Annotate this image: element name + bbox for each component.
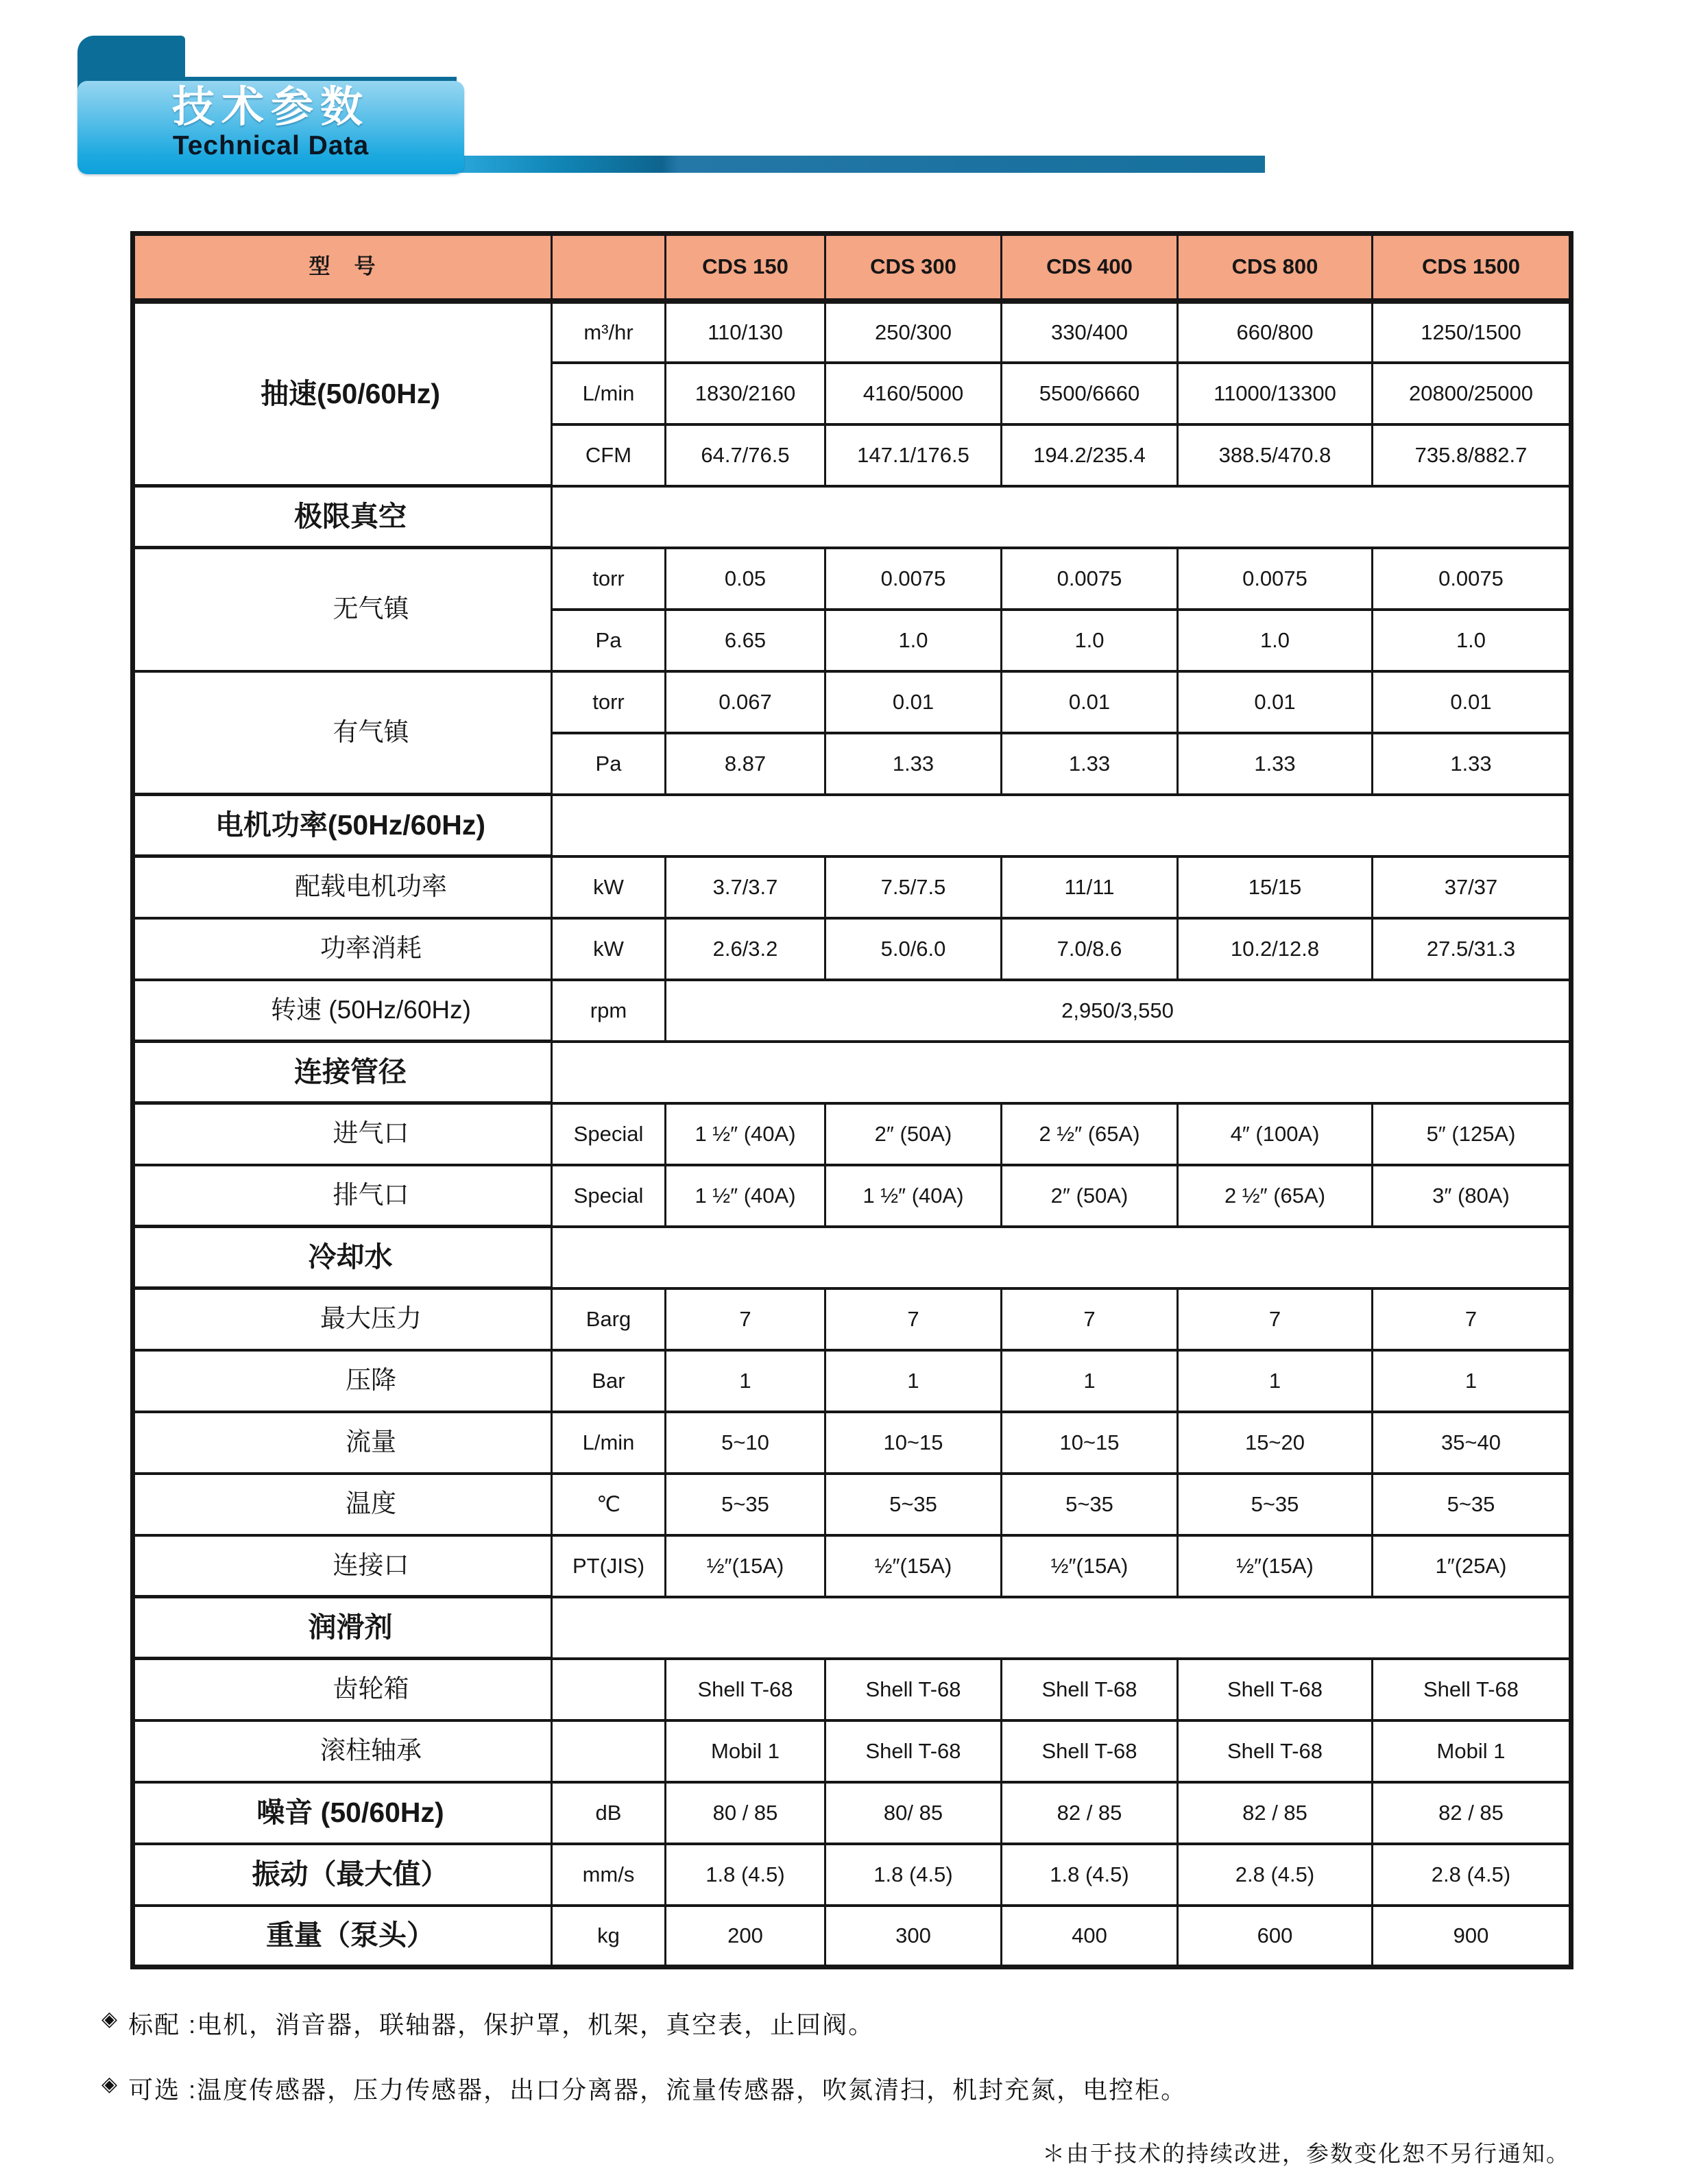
- value-cell: 8.87: [666, 733, 825, 795]
- table-row: [133, 1103, 1571, 1165]
- value-cell: 80 / 85: [666, 1782, 825, 1844]
- table-row: [133, 1474, 1571, 1535]
- value-cell: 0.0075: [825, 548, 1002, 610]
- value-cell: 1250/1500: [1373, 301, 1571, 363]
- unit-cell: CFM: [552, 424, 666, 486]
- value-cell: 2 ½″ (65A): [1178, 1165, 1373, 1227]
- value-cell: 0.01: [1178, 671, 1373, 733]
- value-cell: 0.0075: [1002, 548, 1178, 610]
- table-row: [133, 918, 1571, 980]
- value-cell: 4160/5000: [825, 363, 1002, 424]
- value-cell: 2.8 (4.5): [1178, 1844, 1373, 1906]
- row-label: 进气口: [133, 1103, 552, 1165]
- page-title-en: Technical Data: [172, 131, 370, 160]
- table-header-row: [133, 234, 1571, 301]
- section-empty-cell: [552, 486, 1571, 548]
- value-cell: 1.8 (4.5): [1002, 1844, 1178, 1906]
- value-cell: 1.0: [825, 610, 1002, 671]
- unit-cell: PT(JIS): [552, 1535, 666, 1597]
- diamond-bullet-icon: ◈: [101, 2008, 119, 2030]
- unit-cell: mm/s: [552, 1844, 666, 1906]
- row-label: 转速 (50Hz/60Hz): [133, 980, 552, 1042]
- value-cell: 1: [825, 1350, 1002, 1412]
- value-cell: 300: [825, 1906, 1002, 1967]
- value-cell: 7: [1002, 1288, 1178, 1350]
- value-cell: 20800/25000: [1373, 363, 1571, 424]
- table-row: [133, 1042, 1571, 1103]
- spec-table-body: [133, 234, 1571, 1967]
- value-cell: 3.7/3.7: [666, 856, 825, 918]
- row-label: 压降: [133, 1350, 552, 1412]
- value-cell: 80/ 85: [825, 1782, 1002, 1844]
- row-label: 滚柱轴承: [133, 1720, 552, 1782]
- unit-cell: torr: [552, 671, 666, 733]
- value-cell: 1830/2160: [666, 363, 825, 424]
- table-row: [133, 1597, 1571, 1659]
- row-label: 流量: [133, 1412, 552, 1474]
- value-cell: 1: [666, 1350, 825, 1412]
- value-cell: 1.8 (4.5): [825, 1844, 1002, 1906]
- model-column-header: CDS 400: [1002, 234, 1178, 301]
- row-label: 抽速(50/60Hz): [133, 301, 552, 486]
- value-cell: 5~35: [666, 1474, 825, 1535]
- page-title-zh: 技术参数: [171, 84, 370, 131]
- value-cell: 1.0: [1373, 610, 1571, 671]
- unit-cell: L/min: [552, 363, 666, 424]
- section-empty-cell: [552, 795, 1571, 856]
- section-label: 连接管径: [133, 1042, 552, 1103]
- value-cell: ½″(15A): [825, 1535, 1002, 1597]
- value-cell: 0.01: [1373, 671, 1571, 733]
- value-cell: 27.5/31.3: [1373, 918, 1571, 980]
- value-cell: 6.65: [666, 610, 825, 671]
- value-cell: ½″(15A): [1178, 1535, 1373, 1597]
- footnote-disclaimer: ＊由于技术的持续改进，参数变化恕不另行通知。: [1042, 2141, 1570, 2166]
- row-label: 噪音 (50/60Hz): [133, 1782, 552, 1844]
- value-cell: 1.33: [1002, 733, 1178, 795]
- value-cell: 900: [1373, 1906, 1571, 1967]
- spec-table: [130, 231, 1573, 1969]
- value-cell: 0.05: [666, 548, 825, 610]
- value-cell: 5500/6660: [1002, 363, 1178, 424]
- value-cell: 1 ½″ (40A): [825, 1165, 1002, 1227]
- unit-cell: Special: [552, 1165, 666, 1227]
- value-cell: 1: [1373, 1350, 1571, 1412]
- banner-title-tab: [77, 81, 464, 174]
- value-cell: 7.5/7.5: [825, 856, 1002, 918]
- value-cell: 11/11: [1002, 856, 1178, 918]
- table-row: [133, 856, 1571, 918]
- unit-cell: torr: [552, 548, 666, 610]
- section-label: 冷却水: [133, 1227, 552, 1288]
- value-cell: 37/37: [1373, 856, 1571, 918]
- value-cell: 5~35: [825, 1474, 1002, 1535]
- value-cell: ½″(15A): [1002, 1535, 1178, 1597]
- value-cell: 0.01: [1002, 671, 1178, 733]
- row-label: 排气口: [133, 1165, 552, 1227]
- model-column-header: CDS 1500: [1373, 234, 1571, 301]
- value-cell: 0.0075: [1178, 548, 1373, 610]
- value-cell: 147.1/176.5: [825, 424, 1002, 486]
- row-label: 温度: [133, 1474, 552, 1535]
- table-row: [133, 795, 1571, 856]
- value-cell: 1.33: [825, 733, 1002, 795]
- value-cell: 2.6/3.2: [666, 918, 825, 980]
- value-cell: Shell T-68: [825, 1659, 1002, 1720]
- value-cell: 5~10: [666, 1412, 825, 1474]
- value-cell: 110/130: [666, 301, 825, 363]
- value-cell: Mobil 1: [1373, 1720, 1571, 1782]
- value-cell: Shell T-68: [1002, 1720, 1178, 1782]
- row-label: 无气镇: [133, 548, 552, 671]
- value-cell: 200: [666, 1906, 825, 1967]
- value-cell: 735.8/882.7: [1373, 424, 1571, 486]
- table-row: [133, 1659, 1571, 1720]
- model-column-header: CDS 300: [825, 234, 1002, 301]
- table-row: [133, 1535, 1571, 1597]
- merged-value-cell: 2,950/3,550: [666, 980, 1571, 1042]
- value-cell: 5.0/6.0: [825, 918, 1002, 980]
- value-cell: 7: [666, 1288, 825, 1350]
- value-cell: Shell T-68: [825, 1720, 1002, 1782]
- model-column-header: CDS 150: [666, 234, 825, 301]
- value-cell: 660/800: [1178, 301, 1373, 363]
- value-cell: 7: [1178, 1288, 1373, 1350]
- value-cell: 1″(25A): [1373, 1535, 1571, 1597]
- value-cell: 388.5/470.8: [1178, 424, 1373, 486]
- table-row: [133, 1906, 1571, 1967]
- value-cell: ½″(15A): [666, 1535, 825, 1597]
- value-cell: Shell T-68: [1178, 1720, 1373, 1782]
- value-cell: 1: [1178, 1350, 1373, 1412]
- value-cell: Shell T-68: [1178, 1659, 1373, 1720]
- value-cell: 2.8 (4.5): [1373, 1844, 1571, 1906]
- value-cell: 600: [1178, 1906, 1373, 1967]
- value-cell: 1: [1002, 1350, 1178, 1412]
- value-cell: 10~15: [1002, 1412, 1178, 1474]
- value-cell: 82 / 85: [1373, 1782, 1571, 1844]
- row-label: 齿轮箱: [133, 1659, 552, 1720]
- unit-cell: [552, 1720, 666, 1782]
- footnote-standard: [101, 2006, 1570, 2041]
- row-label: 振动（最大值）: [133, 1844, 552, 1906]
- value-cell: Shell T-68: [666, 1659, 825, 1720]
- footnote-optional-text: 可选 :温度传感器，压力传感器，出口分离器，流量传感器，吹氮清扫，机封充氮，电控柜。: [128, 2076, 1187, 2104]
- value-cell: 4″ (100A): [1178, 1103, 1373, 1165]
- page-banner: [0, 0, 1701, 206]
- value-cell: 7.0/8.6: [1002, 918, 1178, 980]
- table-row: [133, 1782, 1571, 1844]
- table-row: [133, 1350, 1571, 1412]
- value-cell: 1.33: [1373, 733, 1571, 795]
- section-label: 润滑剂: [133, 1597, 552, 1659]
- value-cell: 400: [1002, 1906, 1178, 1967]
- table-row: [133, 671, 1571, 733]
- unit-cell: Pa: [552, 610, 666, 671]
- unit-cell: Special: [552, 1103, 666, 1165]
- table-row: [133, 1412, 1571, 1474]
- value-cell: 82 / 85: [1002, 1782, 1178, 1844]
- unit-cell: Bar: [552, 1350, 666, 1412]
- table-row: [133, 1844, 1571, 1906]
- footnote-optional: [101, 2071, 1570, 2106]
- section-label: 极限真空: [133, 486, 552, 548]
- value-cell: 5~35: [1178, 1474, 1373, 1535]
- value-cell: 64.7/76.5: [666, 424, 825, 486]
- unit-cell: kg: [552, 1906, 666, 1967]
- unit-cell: dB: [552, 1782, 666, 1844]
- row-label: 连接口: [133, 1535, 552, 1597]
- value-cell: 1 ½″ (40A): [666, 1103, 825, 1165]
- value-cell: 7: [1373, 1288, 1571, 1350]
- value-cell: 1 ½″ (40A): [666, 1165, 825, 1227]
- banner-accent-bar: [439, 156, 1265, 173]
- value-cell: 250/300: [825, 301, 1002, 363]
- value-cell: 1.33: [1178, 733, 1373, 795]
- unit-cell: Barg: [552, 1288, 666, 1350]
- row-label: 最大压力: [133, 1288, 552, 1350]
- value-cell: 2″ (50A): [825, 1103, 1002, 1165]
- value-cell: 3″ (80A): [1373, 1165, 1571, 1227]
- section-label: 电机功率(50Hz/60Hz): [133, 795, 552, 856]
- table-row: [133, 1288, 1571, 1350]
- value-cell: 35~40: [1373, 1412, 1571, 1474]
- value-cell: Shell T-68: [1002, 1659, 1178, 1720]
- diamond-bullet-icon: ◈: [101, 2073, 119, 2096]
- value-cell: Shell T-68: [1373, 1659, 1571, 1720]
- footnotes: [101, 2006, 1570, 2168]
- value-cell: 2″ (50A): [1002, 1165, 1178, 1227]
- unit-cell: [552, 1659, 666, 1720]
- unit-cell: L/min: [552, 1412, 666, 1474]
- unit-cell: ℃: [552, 1474, 666, 1535]
- table-row: [133, 1165, 1571, 1227]
- footnote-standard-text: 标配 :电机，消音器，联轴器，保护罩，机架，真空表，止回阀。: [128, 2011, 875, 2039]
- section-empty-cell: [552, 1042, 1571, 1103]
- value-cell: 0.067: [666, 671, 825, 733]
- table-row: [133, 1720, 1571, 1782]
- table-row: [133, 548, 1571, 610]
- unit-cell: Pa: [552, 733, 666, 795]
- value-cell: 0.01: [825, 671, 1002, 733]
- value-cell: 10.2/12.8: [1178, 918, 1373, 980]
- unit-cell: kW: [552, 918, 666, 980]
- value-cell: Mobil 1: [666, 1720, 825, 1782]
- unit-cell: kW: [552, 856, 666, 918]
- section-empty-cell: [552, 1597, 1571, 1659]
- value-cell: 5″ (125A): [1373, 1103, 1571, 1165]
- row-label: 功率消耗: [133, 918, 552, 980]
- row-label: 重量（泵头）: [133, 1906, 552, 1967]
- unit-header-cell: [552, 234, 666, 301]
- table-row: [133, 1227, 1571, 1288]
- value-cell: 1.8 (4.5): [666, 1844, 825, 1906]
- value-cell: 330/400: [1002, 301, 1178, 363]
- row-label: 配载电机功率: [133, 856, 552, 918]
- model-column-header: CDS 800: [1178, 234, 1373, 301]
- value-cell: 5~35: [1002, 1474, 1178, 1535]
- value-cell: 82 / 85: [1178, 1782, 1373, 1844]
- model-header-cell: 型 号: [133, 234, 552, 301]
- unit-cell: m³/hr: [552, 301, 666, 363]
- section-empty-cell: [552, 1227, 1571, 1288]
- value-cell: 0.0075: [1373, 548, 1571, 610]
- table-row: [133, 486, 1571, 548]
- value-cell: 10~15: [825, 1412, 1002, 1474]
- value-cell: 194.2/235.4: [1002, 424, 1178, 486]
- unit-cell: rpm: [552, 980, 666, 1042]
- value-cell: 2 ½″ (65A): [1002, 1103, 1178, 1165]
- row-label: 有气镇: [133, 671, 552, 795]
- value-cell: 15~20: [1178, 1412, 1373, 1474]
- value-cell: 5~35: [1373, 1474, 1571, 1535]
- table-row: [133, 980, 1571, 1042]
- value-cell: 11000/13300: [1178, 363, 1373, 424]
- value-cell: 1.0: [1178, 610, 1373, 671]
- value-cell: 1.0: [1002, 610, 1178, 671]
- table-row: [133, 301, 1571, 363]
- value-cell: 7: [825, 1288, 1002, 1350]
- value-cell: 15/15: [1178, 856, 1373, 918]
